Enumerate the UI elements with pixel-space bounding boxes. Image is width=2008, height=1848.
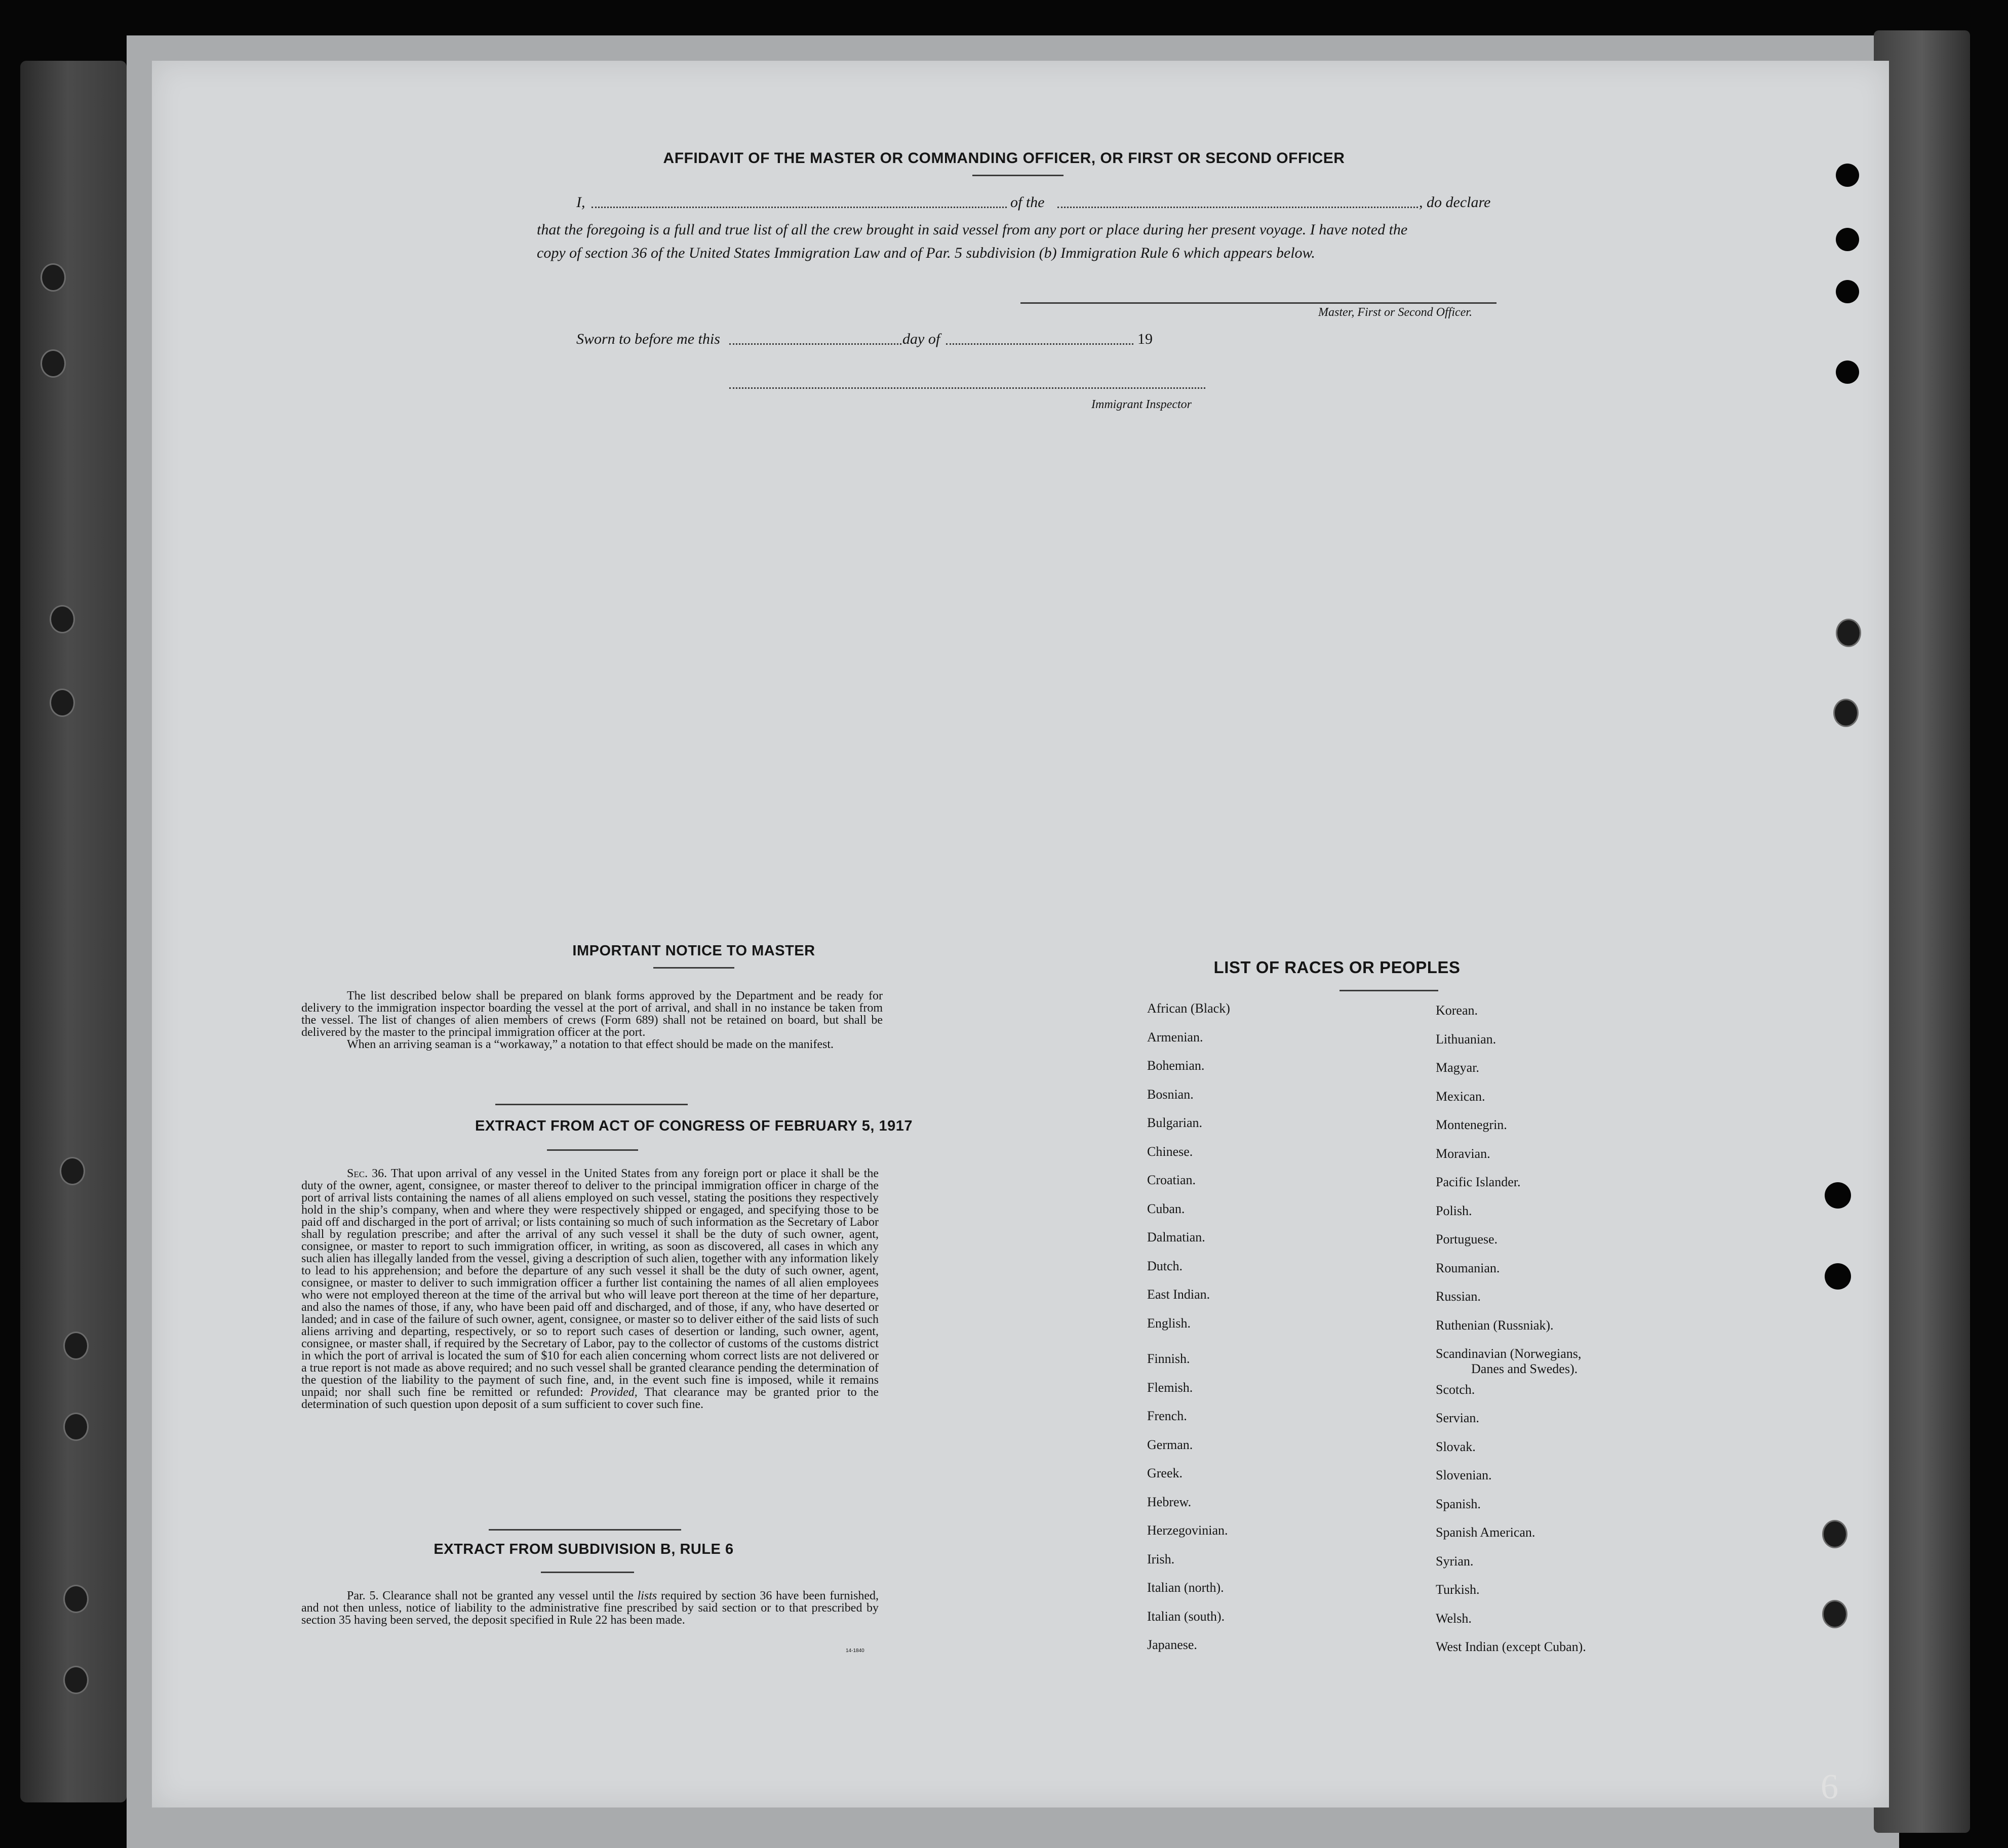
notice-para1: The list described below shall be prepared on blank forms approved by the Department and be ready for delivery to the immigration inspector boarding the vessel at the port of arrival, and shall in no instance be taken from the vessel. The list of changes of alien members of crews (Form 689) shall not be retained on board, but shall be delivered by the master to the principal immigration officer at the port.	[301, 989, 883, 1039]
proviso-word: Provided,	[590, 1386, 638, 1399]
races-underline	[1340, 990, 1438, 991]
sworn-year: 19	[1137, 331, 1153, 347]
inspector-signature-line	[729, 387, 1205, 389]
race-item: Japanese.	[1147, 1637, 1197, 1652]
race-item: Cuban.	[1147, 1201, 1185, 1216]
punch-hole-icon	[1822, 1520, 1847, 1548]
race-item: Bosnian.	[1147, 1087, 1194, 1102]
race-item: African (Black)	[1147, 1001, 1230, 1016]
race-item: Herzegovinian.	[1147, 1523, 1228, 1538]
race-item: Pacific Islander.	[1436, 1175, 1521, 1189]
race-item: Roumanian.	[1436, 1260, 1500, 1275]
punch-hole-icon	[60, 1157, 85, 1185]
race-item: Syrian.	[1436, 1553, 1474, 1569]
race-item: Welsh.	[1436, 1611, 1472, 1626]
race-item: Croatian.	[1147, 1173, 1196, 1187]
race-item: French.	[1147, 1409, 1187, 1423]
race-item: Montenegrin.	[1436, 1117, 1507, 1132]
race-item: Korean.	[1436, 1003, 1478, 1018]
affidavit-line3: copy of section 36 of the United States Immigration Law and of Par. 5 subdivision (b) Immigration Rule 6 which appears below.	[537, 245, 1315, 261]
sworn-day-blank	[729, 343, 901, 345]
extract-rule-title: EXTRACT FROM SUBDIVISION B, RULE 6	[434, 1541, 734, 1557]
race-item: Chinese.	[1147, 1144, 1193, 1159]
sec-label: Sec. 36.	[347, 1167, 387, 1180]
race-item: Finnish.	[1147, 1351, 1190, 1366]
race-item: Turkish.	[1436, 1582, 1480, 1597]
form-number: 14-1840	[846, 1648, 864, 1654]
punch-hole-icon	[1836, 228, 1859, 251]
affidavit-line1-end: , do declare	[1419, 194, 1491, 211]
race-item: Irish.	[1147, 1551, 1175, 1566]
race-item: English.	[1147, 1315, 1191, 1331]
race-item: Slovak.	[1436, 1439, 1476, 1454]
race-item: Bohemian.	[1147, 1058, 1205, 1073]
race-item: Magyar.	[1436, 1060, 1479, 1075]
binder-left-edge	[20, 61, 127, 1802]
extract-act-underline	[547, 1149, 638, 1151]
race-item: Dutch.	[1147, 1258, 1183, 1273]
race-item: Servian.	[1436, 1411, 1479, 1425]
punch-hole-icon	[63, 1585, 89, 1613]
race-item: Polish.	[1436, 1203, 1472, 1218]
race-item: Slovenian.	[1436, 1468, 1492, 1482]
races-title: LIST OF RACES OR PEOPLES	[1213, 958, 1461, 977]
race-item: Flemish.	[1147, 1380, 1193, 1395]
officer-name-blank	[592, 207, 1007, 208]
vessel-name-blank	[1057, 207, 1418, 208]
punch-hole-icon	[1833, 699, 1859, 727]
punch-hole-icon	[41, 349, 66, 378]
punch-hole-icon	[41, 263, 66, 292]
race-item: Armenian.	[1147, 1029, 1203, 1044]
race-item: Scotch.	[1436, 1382, 1475, 1397]
notice-body	[301, 990, 883, 1051]
punch-hole-icon	[63, 1666, 89, 1694]
affidavit-title: AFFIDAVIT OF THE MASTER OR COMMANDING OFFICER, OR FIRST OR SECOND OFFICER	[663, 150, 1345, 167]
extract-act-text	[301, 1168, 879, 1411]
race-item: Spanish American.	[1436, 1525, 1535, 1540]
sworn-day-of: day of	[902, 331, 940, 347]
rule-text-italic: lists	[637, 1589, 657, 1602]
section-divider	[495, 1104, 688, 1105]
master-signature-label: Master, First or Second Officer.	[1318, 306, 1472, 319]
punch-hole-icon	[1836, 360, 1859, 384]
race-item: Italian (south).	[1147, 1609, 1225, 1624]
race-item: Spanish.	[1436, 1496, 1481, 1511]
race-item: Italian (north).	[1147, 1580, 1224, 1595]
extract-act-body	[301, 1168, 879, 1411]
extract-rule-underline	[541, 1572, 634, 1573]
extract-rule-text	[301, 1590, 879, 1626]
punch-hole-icon	[63, 1413, 89, 1441]
punch-hole-icon	[1825, 1263, 1851, 1290]
race-item: Portuguese.	[1436, 1232, 1498, 1247]
notice-underline	[653, 967, 734, 969]
punch-hole-icon	[1825, 1182, 1851, 1209]
race-item: Hebrew.	[1147, 1494, 1192, 1509]
race-item: East Indian.	[1147, 1287, 1210, 1302]
affidavit-line1-start: I,	[576, 194, 585, 211]
extract-act-title: EXTRACT FROM ACT OF CONGRESS OF FEBRUARY 5, 1917	[475, 1118, 913, 1134]
punch-hole-icon	[50, 689, 75, 717]
page-mark: 6	[1821, 1767, 1838, 1806]
race-item: Dalmatian.	[1147, 1230, 1205, 1244]
punch-hole-icon	[1822, 1600, 1847, 1628]
sec-36-text: That upon arrival of any vessel in the United States from any foreign port or place it shall be the duty of the owner, agent, consignee, or master thereof to deliver to the principal immigration officer in charge of the port of arrival lists containing the names of all aliens employed on such vessel, stating the positions they respectively hold in the ship’s company, when and where they were respectively shipped or engaged, and specifying those to be paid off and discharged in the port of arrival; or lists containing so much of such information as the Secretary of Labor shall by regulation prescribe; and after the arrival of any such vessel it shall be the duty of such owner, agent, consignee, or master to report to such immigration officer, in writing, as soon as discovered, all cases in which any such alien has illegally landed from the vessel, giving a description of such alien, together with any information likely to lead to his apprehension; and before the departure of any such vessel it shall be the duty of such owner, agent, consignee, or master to deliver to such immigration officer a further list containing the names of all alien employees who were not employed thereon at the time of the arrival but who will leave port thereon at the time of her departure, and also the names of those, if any, who have been paid off and discharged, and of those, if any, who have deserted or landed; and in case of the failure of such owner, agent, consignee, or master so to deliver either of the said lists of such aliens arriving and departing, respectively, or so to report such cases of desertion or landing, such owner, agent, consignee, or master shall, if required by the Secretary of Labor, pay to the collector of customs of the customs district in which the port of arrival is located the sum of $10 for each alien concerning whom correct lists are not delivered or a true report is not made as above required; and no such vessel shall be granted clearance pending the determination of the question of the liability to the payment of such fine, and, in the event such fine is imposed, while it remains unpaid; nor shall such fine be remitted or refunded:	[301, 1167, 879, 1399]
sworn-text: Sworn to before me this	[576, 331, 720, 347]
race-item: Greek.	[1147, 1466, 1183, 1480]
extract-rule-body	[301, 1590, 879, 1626]
race-item: Russian.	[1436, 1289, 1481, 1304]
section-divider	[489, 1529, 681, 1531]
punch-hole-icon	[63, 1332, 89, 1360]
rule-text-after: required by section 36 have been furnished, and not then unless, notice of liability to the administrative fine prescribed by said section or to that prescribed by section 35 having been served, the deposit specified in Rule 22 has been made.	[301, 1589, 879, 1627]
punch-hole-icon	[1836, 280, 1859, 303]
punch-hole-icon	[1836, 619, 1861, 647]
race-item: Bulgarian.	[1147, 1115, 1203, 1130]
sworn-month-blank	[946, 343, 1133, 345]
race-item: Scandinavian (Norwegians,	[1436, 1346, 1582, 1361]
race-item: German.	[1147, 1437, 1193, 1452]
race-item: Moravian.	[1436, 1146, 1490, 1161]
title-underline	[972, 175, 1064, 176]
notice-title: IMPORTANT NOTICE TO MASTER	[572, 943, 815, 959]
rule-text-before: Par. 5. Clearance shall not be granted any vessel until the	[347, 1589, 634, 1602]
inspector-label: Immigrant Inspector	[1091, 398, 1192, 411]
race-item: Ruthenian (Russniak).	[1436, 1317, 1554, 1333]
affidavit-line2: that the foregoing is a full and true list of all the crew brought in said vessel from any port or place during her present voyage. I have noted the	[537, 221, 1408, 238]
notice-para2: When an arriving seaman is a “workaway,” a notation to that effect should be made on the manifest.	[347, 1038, 834, 1051]
punch-hole-icon	[50, 605, 75, 633]
race-item: West Indian (except Cuban).	[1436, 1639, 1586, 1654]
affidavit-line1-mid: of the	[1010, 194, 1045, 211]
master-signature-line	[1020, 302, 1497, 304]
proviso-text: That clearance may be granted prior to the determination of such question upon deposit of a sum sufficient to cover such fine.	[301, 1386, 879, 1411]
race-item-continuation: Danes and Swedes).	[1471, 1361, 1578, 1376]
race-item: Mexican.	[1436, 1089, 1485, 1104]
race-item: Lithuanian.	[1436, 1031, 1497, 1047]
